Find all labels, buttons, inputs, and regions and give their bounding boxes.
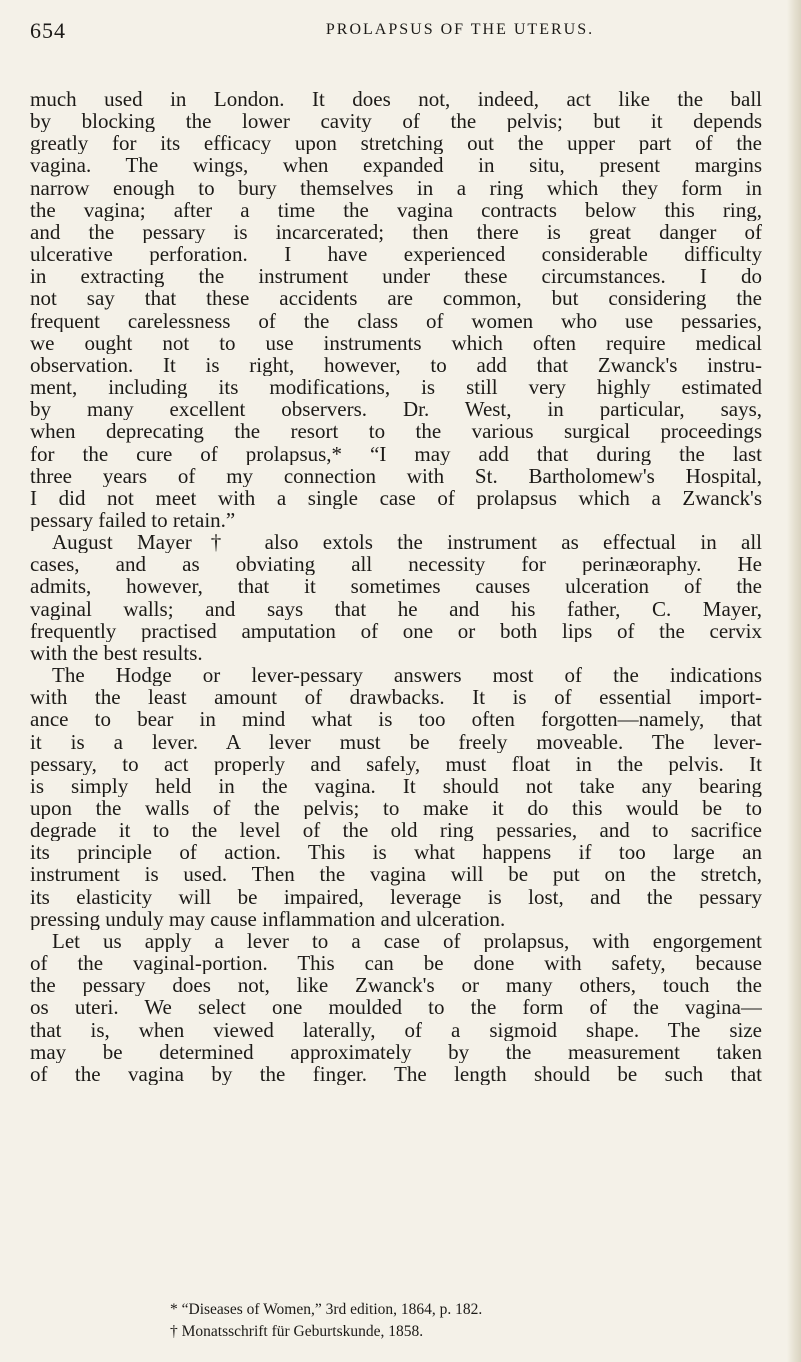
text-line: August Mayer† also extols the instrument as effectual in all [52,531,762,554]
text-line: observation. It is right, however, to add that Zwanck's instru- [30,353,762,377]
text-line: is simply held in the vagina. It should not take any bearing [30,774,762,797]
text-line: may be determined approximately by the measurement taken [30,1040,762,1063]
page-number: 654 [30,18,66,43]
text-line: greatly for its efficacy upon stretching out the upper part of the [30,132,762,155]
text-line: vaginal walls; and says that he and his father, C. Mayer, [30,597,762,620]
body-text [30,88,762,1085]
text-line: upon the walls of the pelvis; to make it do this would be to [30,797,762,820]
text-line: The Hodge or lever-pessary answers most of the indications [52,664,762,687]
page-edge-shadow [787,0,801,1362]
text-line: of the vaginal-portion. This can be done with safety, because [30,952,762,975]
text-line: instrument is used. Then the vagina will be put on the stretch, [30,863,762,886]
text-line: pessary, to act properly and safely, must float in the pelvis. It [30,752,762,775]
footnote: * “Diseases of Women,” 3rd edition, 1864, p. 182. [170,1301,483,1318]
text-line: ulcerative perforation. I have experienced considerable difficulty [30,243,762,266]
text-line: and the pessary is incarcerated; then there is great danger of [30,220,762,244]
text-line: vagina. The wings, when expanded in situ, present margins [30,154,762,177]
text-line: ance to bear in mind what is too often forgotten—namely, that [30,708,762,731]
footnotes [170,1299,730,1343]
text-line: not say that these accidents are common, but considering the [30,287,762,310]
text-line: narrow enough to bury themselves in a ring which they form in [30,176,762,199]
footnote: † Monatsschrift für Geburtskunde, 1858. [170,1323,424,1340]
text-line: the pessary does not, like Zwanck's or many others, touch the [30,974,762,997]
text-line: for the cure of prolapsus,* “I may add that during the last [30,442,762,465]
text-line: pessary failed to retain.” [30,508,236,532]
text-line: frequently practised amputation of one or both lips of the cervix [30,619,762,642]
text-line: much used in London. It does not, indeed, act like the ball [30,88,762,111]
text-line: of the vagina by the finger. The length should be such that [30,1062,762,1086]
text-line: with the best results. [30,641,203,665]
text-line: pressing unduly may cause inflammation and ulceration. [30,907,506,930]
text-line: frequent carelessness of the class of women who use pessaries, [30,309,762,332]
text-line: Let us apply a lever to a case of prolapsus, with engorgement [52,929,762,953]
text-line: with the least amount of drawbacks. It is of essential import- [30,686,762,709]
text-line: its elasticity will be impaired, leverage is lost, and the pessary [30,885,762,908]
text-line: in extracting the instrument under these circumstances. I do [30,265,762,288]
text-line: ment, including its modifications, is still very highly estimated [30,376,762,399]
text-line: that is, when viewed laterally, of a sigmoid shape. The size [30,1018,762,1041]
page-header [30,18,760,48]
text-line: it is a lever. A lever must be freely moveable. The lever- [30,730,762,753]
text-line: I did not meet with a single case of prolapsus which a Zwanck's [30,486,762,509]
text-line: by blocking the lower cavity of the pelvis; but it depends [30,110,762,133]
running-head: PROLAPSUS OF THE UTERUS. [325,21,595,38]
text-line: its principle of action. This is what happens if too large an [30,841,762,864]
text-line: degrade it to the level of the old ring pessaries, and to sacrifice [30,819,762,842]
text-line: by many excellent observers. Dr. West, in particular, says, [30,398,762,421]
text-line: the vagina; after a time the vagina contracts below this ring, [30,198,762,221]
text-line: cases, and as obviating all necessity for perinæoraphy. He [30,553,762,576]
text-line: os uteri. We select one moulded to the form of the vagina— [30,996,762,1019]
text-line: we ought not to use instruments which often require medical [30,331,762,354]
text-line: three years of my connection with St. Bartholomew's Hospital, [30,464,762,487]
text-line: when deprecating the resort to the various surgical proceedings [30,420,762,443]
text-line: admits, however, that it sometimes causes ulceration of the [30,575,762,598]
